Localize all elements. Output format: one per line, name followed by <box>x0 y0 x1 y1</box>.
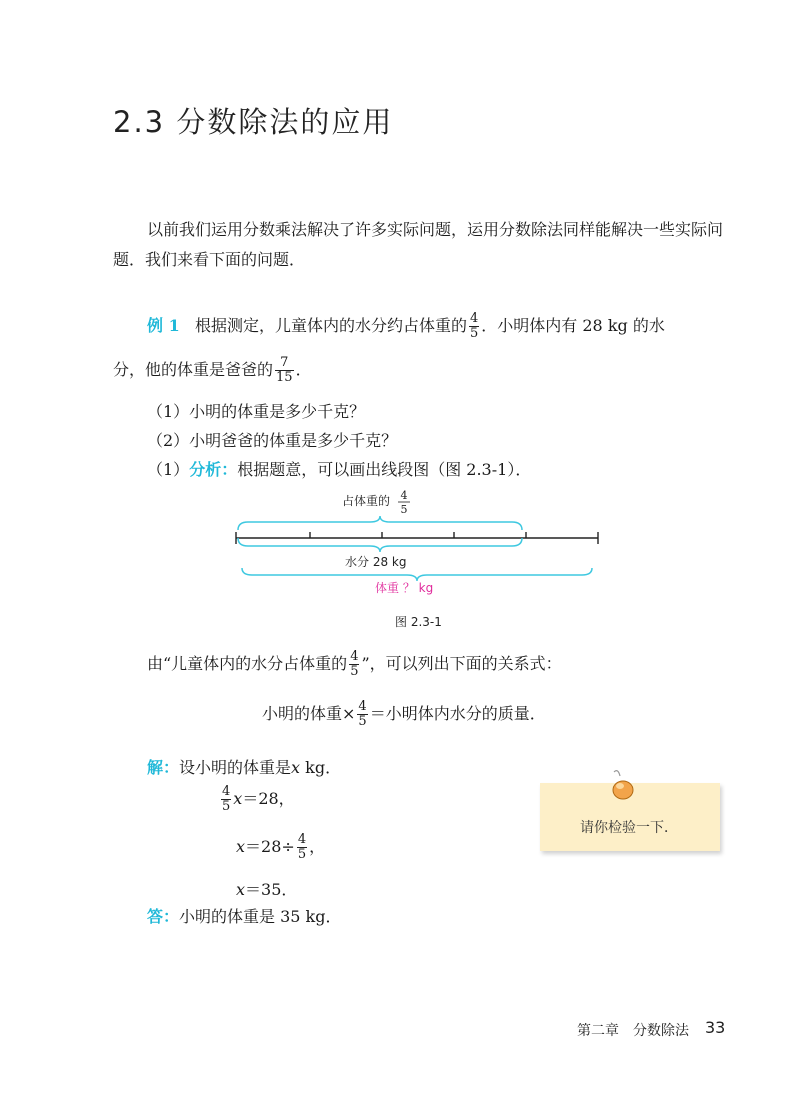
frac-den: 5 <box>470 326 479 341</box>
diagram-top-frac-den: 5 <box>400 503 408 516</box>
variable-x: x <box>236 837 246 856</box>
section-title: 2.3 分数除法的应用 <box>113 105 394 139</box>
frac-num: 4 <box>222 784 231 799</box>
frac-num: 4 <box>470 311 479 326</box>
diagram-top-frac-num: 4 <box>400 489 408 502</box>
example-text-d: ． <box>295 360 312 379</box>
chapter-footer: 第二章 分数除法 <box>577 1023 689 1039</box>
answer-label: 答： <box>147 907 180 926</box>
solution-line <box>147 755 341 778</box>
frac-num: 7 <box>280 355 289 370</box>
top-brace <box>238 516 522 530</box>
diagram-top-label: 占体重的 <box>342 494 391 508</box>
analysis-label: 分析： <box>189 460 238 479</box>
solution-label: 解： <box>147 758 180 777</box>
example-text-a: 根据测定，儿童体内的水分约占体重的 <box>194 316 467 335</box>
fraction-4-5 <box>357 700 367 729</box>
water-label: 水分 28 kg <box>345 555 407 569</box>
pushpin-icon <box>604 768 638 804</box>
analysis-prefix: （1） <box>147 460 190 479</box>
step-1-rest: ＝28， <box>242 789 295 808</box>
step-2-text-b: ， <box>309 837 326 856</box>
frac-den: 5 <box>297 847 307 862</box>
note-text: 请你检验一下． <box>580 820 678 836</box>
variable-x: x <box>236 880 246 899</box>
step-3-text: ＝35． <box>245 880 298 899</box>
weight-label: 体重 ？ kg <box>375 581 434 595</box>
answer-text: 小明的体重是 35 kg． <box>179 907 342 926</box>
step-2-text-a: ＝28÷ <box>245 837 295 856</box>
frac-num: 4 <box>358 699 367 714</box>
frac-den: 5 <box>222 799 231 814</box>
relation-text-a: 由“儿童体内的水分占体重的 <box>147 654 348 673</box>
frac-den: 5 <box>350 664 359 679</box>
water-brace <box>238 538 522 552</box>
fraction-4-5 <box>469 312 479 341</box>
example-text-b: ．小明体内有 28 kg 的水 <box>481 316 665 335</box>
relation-text-b: ”，可以列出下面的关系式： <box>361 654 562 673</box>
relation-equation <box>262 700 546 729</box>
weight-brace <box>242 568 592 581</box>
relation-line <box>147 650 562 679</box>
solution-text-b: kg． <box>300 758 342 777</box>
example-text-c: 分，他的体重是爸爸的 <box>113 360 274 379</box>
variable-x: x <box>233 789 243 808</box>
solution-step-3 <box>236 877 297 900</box>
example-line-2 <box>113 356 312 385</box>
solution-text-a: 设小明的体重是 <box>179 758 292 777</box>
question-2: （2）小明爸爸的体重是多少千克？ <box>147 431 398 450</box>
frac-num: 4 <box>297 832 307 847</box>
question-1: （1）小明的体重是多少千克？ <box>147 402 366 421</box>
solution-step-1 <box>219 785 295 814</box>
solution-step-2 <box>236 833 325 862</box>
analysis-line <box>147 457 531 480</box>
fraction-4-5 <box>221 785 231 814</box>
equation-text-a: 小明的体重× <box>262 704 356 723</box>
intro-paragraph: 以前我们运用分数乘法解决了许多实际问题，运用分数除法同样能解决一些实际问题．我们来看下面的问题． <box>113 220 724 269</box>
example-label: 例 1 <box>147 316 180 335</box>
example-line-1 <box>147 312 665 341</box>
variable-x: x <box>291 758 301 777</box>
answer-line <box>147 904 342 927</box>
segment-diagram <box>230 480 610 620</box>
figure-caption: 图 2.3-1 <box>395 615 442 629</box>
page-number: 33 <box>705 1018 726 1037</box>
fraction-4-5 <box>297 833 307 862</box>
fraction-7-15 <box>275 356 294 385</box>
analysis-text: 根据题意，可以画出线段图（图 2.3-1）． <box>237 460 532 479</box>
fraction-4-5 <box>349 650 359 679</box>
frac-num: 4 <box>350 649 359 664</box>
frac-den: 5 <box>358 714 367 729</box>
frac-den: 15 <box>276 370 293 385</box>
equation-text-b: ＝小明体内水分的质量． <box>369 704 546 723</box>
